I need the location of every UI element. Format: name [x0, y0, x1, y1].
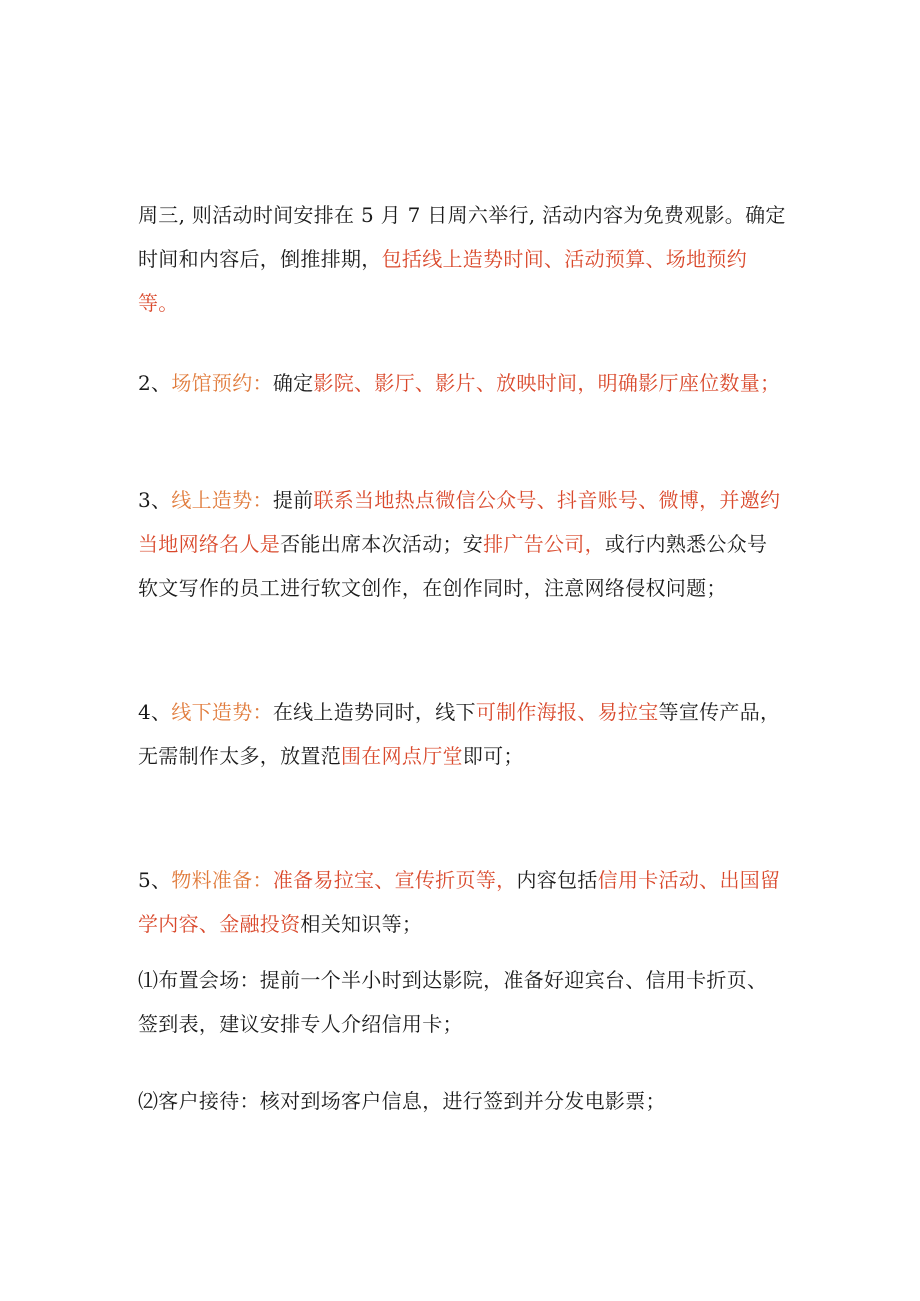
item-title: 线上造势： [171, 488, 273, 512]
paragraph-event-schedule [138, 193, 786, 325]
item-text: 即可； [462, 744, 524, 768]
item-title: 线下造势： [171, 700, 273, 724]
item-text: 否能出席本次活动；安 [280, 532, 484, 556]
item-text: 在线上造势同时，线下 [272, 700, 476, 724]
item-text: 相关知识等； [300, 912, 423, 936]
item-text: 或行内熟悉公众号软文写作的员工进行软文创作，在创作同时，注意网络侵权问题； [138, 532, 768, 600]
paragraph-customer-reception [138, 1079, 786, 1123]
item-highlight: 信用卡活动、出国留学内容、金融投资 [138, 868, 781, 936]
item-text: 内容包括 [516, 868, 598, 892]
paragraph-venue-setup [138, 958, 786, 1046]
item-highlight: 影院、影厅、影片、放映时间，明确影厅座位数量； [313, 371, 781, 395]
schedule-highlight: 包括线上造势时间、活动预算、场地预约等。 [138, 247, 748, 315]
item-title: 物料准备： [171, 868, 273, 892]
sub-item-text: ⑵客户接待：核对到场客户信息，进行签到并分发电影票； [138, 1089, 666, 1113]
item-text: 确定 [272, 371, 314, 395]
paragraph-venue-booking [138, 361, 786, 405]
paragraph-online-promotion [138, 478, 786, 610]
item-number: 4、 [138, 700, 172, 724]
item-highlight: 围在网点厅堂 [341, 744, 463, 768]
item-highlight: 联系当地热点微信公众号、抖音账号、微博，并邀约当地网络名人是 [138, 488, 781, 556]
paragraph-materials [138, 858, 786, 946]
item-text: 提前 [272, 488, 314, 512]
item-number: 3、 [138, 488, 172, 512]
item-number: 5、 [138, 868, 172, 892]
item-text: 等宣传产品，无需制作太多，放置范 [138, 700, 781, 768]
sub-item-text: ⑴布置会场：提前一个半小时到达影院，准备好迎宾台、信用卡折页、签到表，建议安排专人介绍信用卡； [138, 968, 768, 1036]
item-highlight: 准备易拉宝、宣传折页等， [272, 868, 517, 892]
paragraph-offline-promotion [138, 690, 786, 778]
item-number: 2、 [138, 371, 172, 395]
item-highlight: 排广告公司， [483, 532, 605, 556]
schedule-text: 周三, 则活动时间安排在 5 月 7 日周六举行, 活动内容为免费观影。确定时间和内容后，倒推排期， [138, 203, 786, 271]
item-highlight: 可制作海报、易拉宝 [475, 700, 659, 724]
item-title: 场馆预约： [171, 371, 273, 395]
